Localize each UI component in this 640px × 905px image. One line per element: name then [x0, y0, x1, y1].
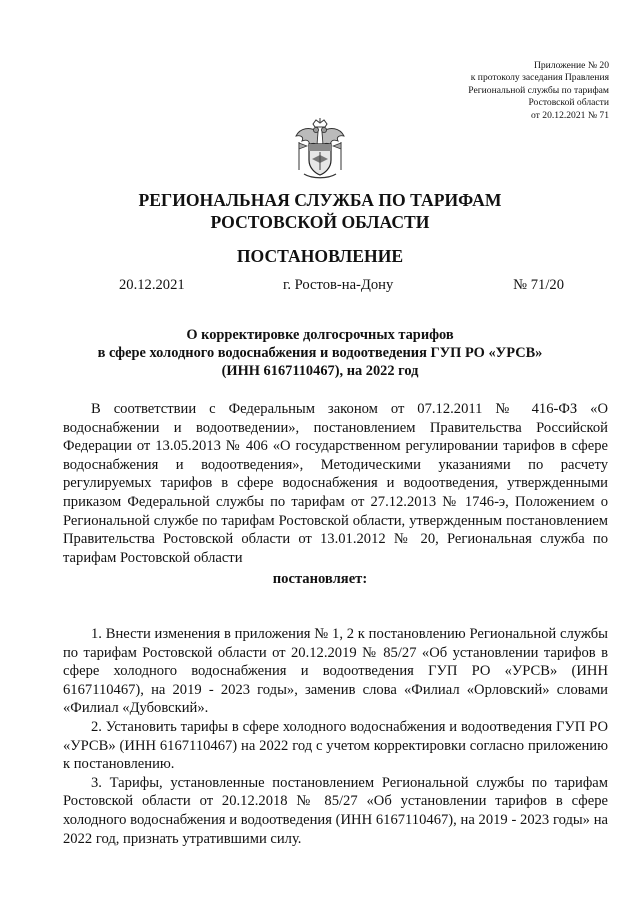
- document-city: г. Ростов-на-Дону: [283, 277, 394, 293]
- resolution-heading: постановляет:: [272, 571, 368, 587]
- resolution-items: [63, 625, 608, 848]
- preamble-paragraph: [63, 400, 608, 567]
- appendix-line: Приложение № 20: [533, 60, 609, 71]
- agency-title: [0, 189, 640, 233]
- appendix-line: Региональной службы по тарифам: [468, 84, 609, 96]
- resolution-item: 1. Внести изменения в приложения № 1, 2 к постановлению Региональной службы по тарифам Ростовской области от 20.12.2019 № 85/27 «Об установлении тарифов в сфере холодного водоснабжения и водоотведения ГУП РО «УРСВ» (ИНН 6167110467), на 2019 - 2023 годы», заменив слова «Филиал «Орловский» словами «Филиал «Дубовский».: [63, 626, 608, 717]
- appendix-line: к протоколу заседания Правления: [470, 72, 609, 84]
- appendix-note: [468, 60, 609, 122]
- subject-line: (ИНН 6167110467), на 2022 год: [221, 363, 419, 379]
- rostov-oblast-coat-of-arms-icon: [292, 118, 348, 180]
- agency-title-line: РЕГИОНАЛЬНАЯ СЛУЖБА ПО ТАРИФАМ: [138, 190, 502, 210]
- appendix-line: от 20.12.2021 № 71: [531, 109, 609, 121]
- preamble-text: В соответствии с Федеральным законом от 07.12.2011 № 416-ФЗ «О водоснабжении и водоотведении», постановлением Правительства Российской Федерации от 13.05.2013 № 406 «О государственном регулировании тарифов в сфере водоснабжения и водоотведения», Методическими указаниями по расчету регулируемых тарифов в сфере водоснабжения и водоотведения, утвержденными приказом Федеральной службы по тарифам от 27.12.2013 № 1746-э, Положением о Региональной службе по тарифам Ростовской области, утвержденным постановлением Правительства Ростовской области от 13.01.2012 № 20, Региональная служба по тарифам Ростовской области: [63, 401, 608, 566]
- agency-title-line: РОСТОВСКОЙ ОБЛАСТИ: [210, 212, 430, 232]
- subject-line: О корректировке долгосрочных тарифов: [186, 327, 454, 343]
- document-number: № 71/20: [513, 277, 564, 293]
- resolution-item: 2. Установить тарифы в сфере холодного водоснабжения и водоотведения ГУП РО «УРСВ» (ИНН 6167110467) на 2022 год с учетом корректировки согласно приложению к постановлению.: [63, 718, 608, 773]
- document-subject: [0, 326, 640, 380]
- document-type-heading: ПОСТАНОВЛЕНИЕ: [236, 246, 404, 266]
- resolution-item: 3. Тарифы, установленные постановлением Региональной службы по тарифам Ростовской области от 20.12.2018 № 85/27 «Об установлении тарифов в сфере холодного водоснабжения и водоотведения (ИНН 6167110467), на 2019 - 2023 годы» на 2022 год, признать утратившими силу.: [63, 774, 608, 847]
- document-date: 20.12.2021: [119, 277, 185, 293]
- appendix-line: Ростовской области: [528, 97, 609, 109]
- subject-line: в сфере холодного водоснабжения и водоотведения ГУП РО «УРСВ»: [97, 345, 543, 361]
